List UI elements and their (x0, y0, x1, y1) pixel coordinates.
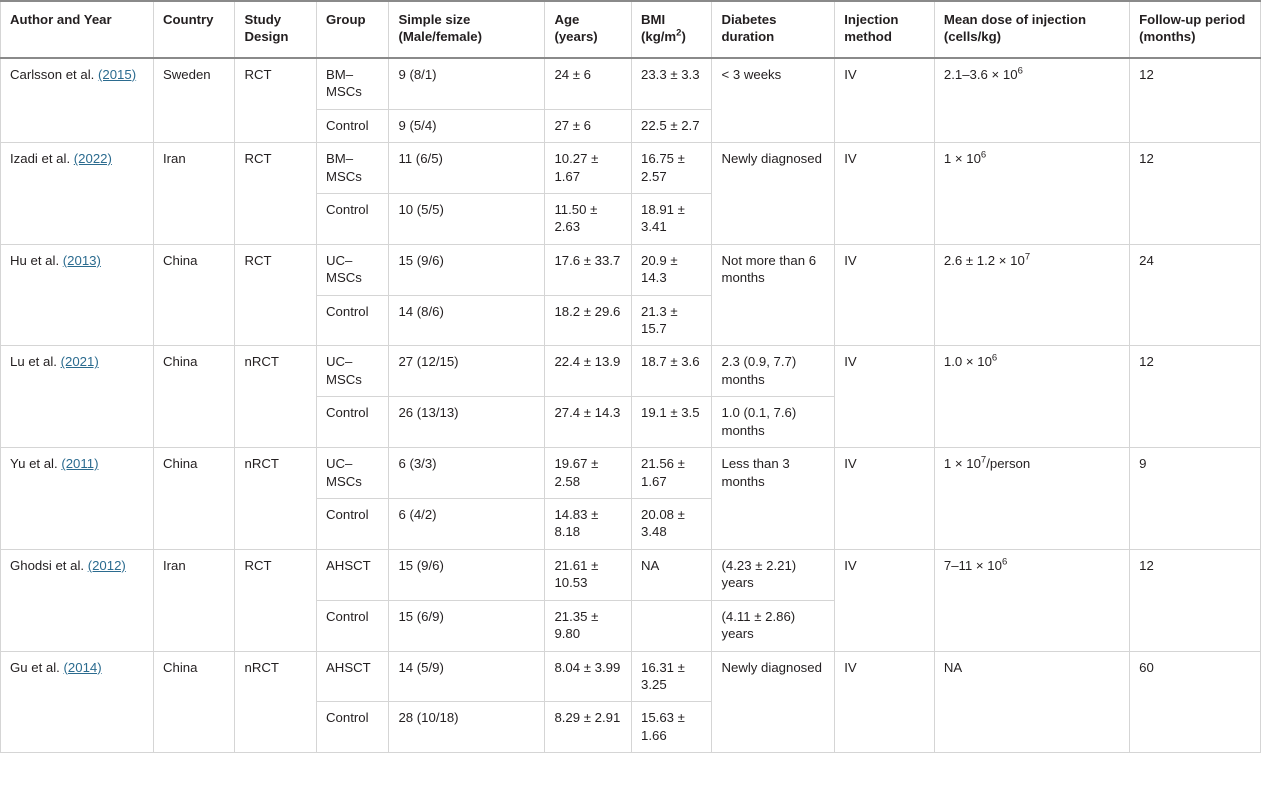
cell-sample-size: 9 (8/1) (389, 58, 545, 109)
column-header-mean-dose (934, 1, 1129, 58)
cell-group: AHSCT (317, 651, 389, 702)
cell-country: China (153, 346, 235, 448)
author-name: Gu et al. (10, 659, 64, 675)
cell-bmi: 18.91 ± 3.41 (631, 193, 712, 244)
cell-mean-dose: $1 \times 10^6$ (934, 143, 1129, 245)
header-text: Injection method (844, 12, 899, 45)
header-text: Study Design (244, 12, 289, 45)
cell-author-year (1, 346, 154, 448)
cell-injection-method: IV (835, 651, 935, 753)
cell-age: 21.61 ± 10.53 (545, 549, 632, 600)
column-header-group (317, 1, 389, 58)
table-row (1, 244, 1261, 295)
cell-group: Control (317, 499, 389, 550)
cell-mean-dose: $1.0 \times 10^6$ (934, 346, 1129, 448)
cell-bmi: 19.1 ± 3.5 (631, 397, 712, 448)
cell-group: AHSCT (317, 549, 389, 600)
cell-age: 24 ± 6 (545, 58, 632, 109)
cell-diabetes-duration: (4.11 ± 2.86) years (712, 600, 835, 651)
column-header-age (545, 1, 632, 58)
cell-sample-size: 6 (3/3) (389, 448, 545, 499)
reference-link[interactable]: (2012) (87, 557, 126, 573)
cell-study-design: RCT (235, 244, 317, 346)
author-name: Ghodsi et al. (10, 557, 88, 573)
header-text-bmi: BMI $(kg/m^2)$ (640, 12, 686, 45)
cell-sample-size: 11 (6/5) (389, 143, 545, 194)
column-header-author-year (1, 1, 154, 58)
cell-group: Control (317, 193, 389, 244)
header-text: Diabetes duration (721, 12, 777, 45)
cell-group: BM–MSCs (317, 143, 389, 194)
cell-age: 27.4 ± 14.3 (545, 397, 632, 448)
cell-bmi: 21.3 ± 15.7 (631, 295, 712, 346)
cell-sample-size: 28 (10/18) (389, 702, 545, 753)
cell-author-year (1, 448, 154, 550)
cell-country: China (153, 448, 235, 550)
cell-diabetes-duration: (4.23 ± 2.21) years (712, 549, 835, 600)
cell-diabetes-duration: Less than 3 months (712, 448, 835, 550)
table-body (1, 58, 1261, 753)
author-name: Lu et al. (10, 354, 61, 370)
cell-diabetes-duration: < 3 weeks (712, 58, 835, 143)
cell-sample-size: 6 (4/2) (389, 499, 545, 550)
cell-study-design: RCT (235, 143, 317, 245)
cell-bmi: 16.31 ± 3.25 (631, 651, 712, 702)
cell-age: 21.35 ± 9.80 (545, 600, 632, 651)
cell-diabetes-duration: Not more than 6 months (712, 244, 835, 346)
cell-sample-size: 15 (6/9) (389, 600, 545, 651)
table-row (1, 346, 1261, 397)
cell-country: China (153, 244, 235, 346)
header-text: Age (years) (554, 12, 598, 45)
cell-age: 22.4 ± 13.9 (545, 346, 632, 397)
cell-mean-dose: $7-11 \times 10^6$ (934, 549, 1129, 651)
cell-followup-period: 12 (1130, 58, 1261, 143)
cell-age: 11.50 ± 2.63 (545, 193, 632, 244)
header-text: Follow-up period (months) (1139, 12, 1246, 45)
header-text: Group (326, 12, 366, 27)
reference-link[interactable]: (2013) (62, 252, 101, 268)
cell-study-design: nRCT (235, 651, 317, 753)
cell-sample-size: 14 (8/6) (389, 295, 545, 346)
cell-diabetes-duration: Newly diagnosed (712, 651, 835, 753)
cell-group: Control (317, 295, 389, 346)
table-row (1, 549, 1261, 600)
header-text: Mean dose of injection (cells/kg) (943, 12, 1087, 45)
column-header-study-design (235, 1, 317, 58)
cell-country: China (153, 651, 235, 753)
cell-followup-period: 9 (1130, 448, 1261, 550)
cell-followup-period: 12 (1130, 549, 1261, 651)
cell-bmi: 18.7 ± 3.6 (631, 346, 712, 397)
column-header-country (153, 1, 235, 58)
cell-mean-dose: $2.1-3.6 \times 10^6$ (934, 58, 1129, 143)
cell-age: 8.29 ± 2.91 (545, 702, 632, 753)
author-name: Carlsson et al. (10, 66, 98, 82)
cell-group: BM–MSCs (317, 58, 389, 109)
cell-author-year (1, 143, 154, 245)
cell-injection-method: IV (835, 549, 935, 651)
cell-sample-size: 15 (9/6) (389, 549, 545, 600)
cell-followup-period: 12 (1130, 143, 1261, 245)
reference-link[interactable]: (2015) (97, 66, 137, 82)
cell-sample-size: 9 (5/4) (389, 109, 545, 142)
reference-link[interactable]: (2021) (60, 354, 99, 370)
table-row (1, 448, 1261, 499)
cell-country: Iran (153, 143, 235, 245)
cell-age: 27 ± 6 (545, 109, 632, 142)
cell-age: 17.6 ± 33.7 (545, 244, 632, 295)
cell-age: 19.67 ± 2.58 (545, 448, 632, 499)
cell-author-year (1, 651, 154, 753)
cell-study-design: RCT (235, 58, 317, 143)
cell-injection-method: IV (835, 143, 935, 245)
author-name: Yu et al. (10, 456, 62, 472)
column-header-diabetes-duration (712, 1, 835, 58)
author-name: Hu et al. (10, 252, 63, 268)
cell-country: Sweden (153, 58, 235, 143)
cell-sample-size: 27 (12/15) (389, 346, 545, 397)
table-row (1, 143, 1261, 194)
cell-age: 8.04 ± 3.99 (545, 651, 632, 702)
cell-injection-method: IV (835, 58, 935, 143)
cell-author-year (1, 244, 154, 346)
cell-age: 14.83 ± 8.18 (545, 499, 632, 550)
header-text: Simple size (Male/female) (398, 12, 483, 45)
cell-group: UC–MSCs (317, 346, 389, 397)
cell-diabetes-duration: 2.3 (0.9, 7.7) months (712, 346, 835, 397)
cell-followup-period: 12 (1130, 346, 1261, 448)
cell-mean-dose: $1 \times 10^7$/person (934, 448, 1129, 550)
cell-study-design: nRCT (235, 346, 317, 448)
cell-bmi (631, 600, 712, 651)
table-row (1, 58, 1261, 109)
cell-author-year (1, 549, 154, 651)
cell-diabetes-duration: 1.0 (0.1, 7.6) months (712, 397, 835, 448)
table-header (1, 1, 1261, 58)
cell-followup-period: 60 (1130, 651, 1261, 753)
reference-link[interactable]: (2022) (73, 151, 112, 167)
cell-sample-size: 26 (13/13) (389, 397, 545, 448)
cell-bmi: 15.63 ± 1.66 (631, 702, 712, 753)
cell-followup-period: 24 (1130, 244, 1261, 346)
cell-group: Control (317, 397, 389, 448)
header-row (1, 1, 1261, 58)
reference-link[interactable]: (2014) (63, 659, 102, 675)
column-header-followup-period (1130, 1, 1261, 58)
cell-sample-size: 15 (9/6) (389, 244, 545, 295)
column-header-injection-method (835, 1, 935, 58)
column-header-bmi (631, 1, 712, 58)
cell-age: 10.27 ± 1.67 (545, 143, 632, 194)
cell-bmi: 21.56 ± 1.67 (631, 448, 712, 499)
cell-diabetes-duration: Newly diagnosed (712, 143, 835, 245)
header-text: Country (162, 12, 214, 27)
header-text: Author and Year (10, 12, 112, 27)
cell-injection-method: IV (835, 244, 935, 346)
author-name: Izadi et al. (10, 151, 74, 167)
cell-injection-method: IV (835, 448, 935, 550)
cell-bmi: 22.5 ± 2.7 (631, 109, 712, 142)
cell-mean-dose: NA (934, 651, 1129, 753)
cell-bmi: 20.08 ± 3.48 (631, 499, 712, 550)
cell-group: Control (317, 600, 389, 651)
cell-injection-method: IV (835, 346, 935, 448)
cell-bmi: NA (631, 549, 712, 600)
cell-age: 18.2 ± 29.6 (545, 295, 632, 346)
cell-mean-dose: $2.6 \pm 1.2 \times 10^7$ (934, 244, 1129, 346)
cell-sample-size: 14 (5/9) (389, 651, 545, 702)
cell-author-year (1, 58, 154, 143)
cell-study-design: RCT (235, 549, 317, 651)
column-header-sample-size (389, 1, 545, 58)
cell-group: UC–MSCs (317, 448, 389, 499)
reference-link[interactable]: (2011) (61, 456, 99, 472)
cell-group: Control (317, 702, 389, 753)
cell-sample-size: 10 (5/5) (389, 193, 545, 244)
cell-group: UC–MSCs (317, 244, 389, 295)
table-row (1, 651, 1261, 702)
cell-study-design: nRCT (235, 448, 317, 550)
cell-bmi: 20.9 ± 14.3 (631, 244, 712, 295)
cell-country: Iran (153, 549, 235, 651)
cell-bmi: 23.3 ± 3.3 (631, 58, 712, 109)
cell-bmi: 16.75 ± 2.57 (631, 143, 712, 194)
cell-group: Control (317, 109, 389, 142)
